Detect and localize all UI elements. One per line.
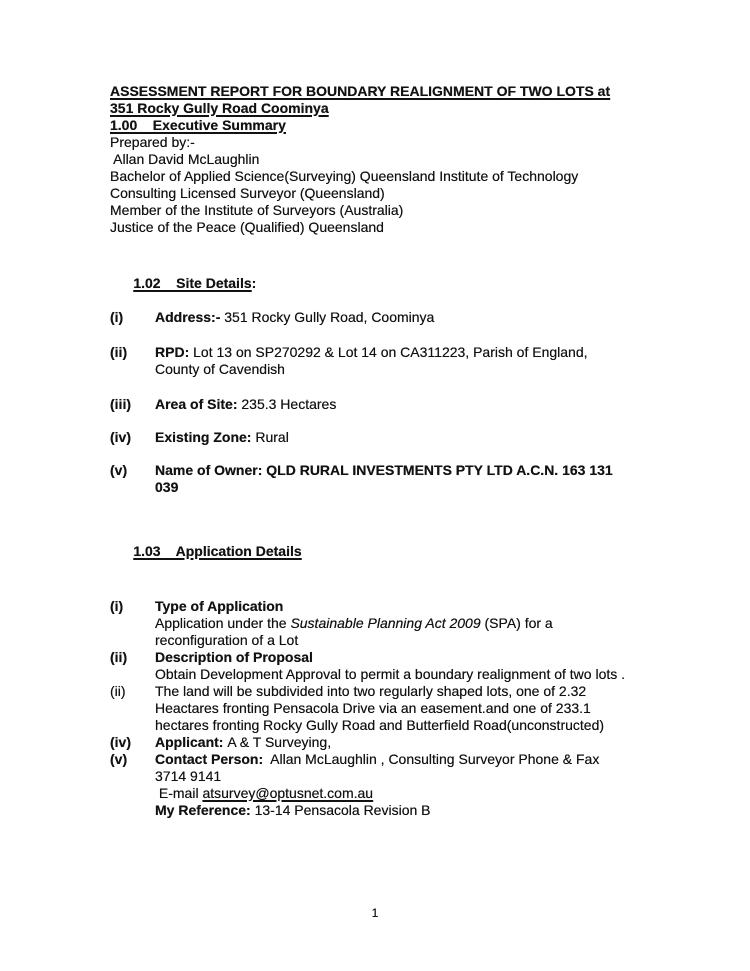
item-separator: :- [211,309,225,325]
prepared-by-label: Prepared by:- [110,134,195,150]
item-label: Existing Zone [155,429,247,445]
item-label: Area of Site [155,396,233,412]
credential-surveyor: Consulting Licensed Surveyor (Queensland) [110,185,385,201]
section-heading-executive-summary: 1.00 Executive Summary [110,117,286,133]
item-separator: : [257,462,267,478]
section-heading-text: 1.03 Application Details [133,543,302,559]
item-separator: : [258,751,268,767]
item-marker: (i) [110,309,124,325]
site-item-zone [110,429,670,446]
section-heading-colon: : [251,275,257,291]
app-item-contact-person [110,751,670,819]
email-label: E-mail [155,785,203,801]
item-value: 235.3 Hectares [241,396,337,412]
item-separator: : [184,344,194,360]
item-label: Description of Proposal [155,649,313,665]
reference-separator: : [246,802,255,818]
document-title-line2: 351 Rocky Gully Road Coominya [110,100,329,116]
item-value-continued: County of Cavendish [155,361,285,377]
site-item-rpd [110,344,670,378]
item-label: Address [155,309,212,325]
item-value: Rural [255,429,289,445]
item-text-continued: Heactares fronting Pensacola Drive via an easement.and one of 233.1 [155,700,591,716]
email-address: atsurvey@optusnet.com.au [202,785,374,801]
credential-justice: Justice of the Peace (Qualified) Queensland [110,219,384,235]
item-marker: (v) [110,462,128,478]
author-name: Allan David McLaughlin [110,151,260,167]
item-text: The land will be subdivided into two regularly shaped lots, one of 2.32 [155,683,587,699]
site-item-owner [110,462,670,496]
item-marker: (iii) [110,396,131,412]
section-heading-site-details [110,258,670,309]
item-text: Obtain Development Approval to permit a boundary realignment of two lots . [155,666,626,682]
page-number: 1 [371,906,379,920]
app-item-land-subdivision [110,683,670,734]
item-value: Lot 13 on SP270292 & Lot 14 on CA311223, Parish of England, [193,344,588,360]
item-value: Allan McLaughlin , Consulting Surveyor Phone & Fax [267,751,600,767]
reference-value: 13-14 Pensacola Revision B [254,802,431,818]
app-item-applicant [110,734,670,751]
document-title-line1: ASSESSMENT REPORT FOR BOUNDARY REALIGNMENT OF TWO LOTS at [110,83,611,99]
section-heading-text: 1.02 Site Details [133,275,252,291]
item-value: A & T Surveying, [227,734,332,750]
item-label: Contact Person [155,751,259,767]
item-separator: : [246,429,256,445]
site-item-area [110,396,670,413]
item-value: QLD RURAL INVESTMENTS PTY LTD A.C.N. 163 131 [266,462,613,478]
item-value: 351 Rocky Gully Road, Coominya [224,309,435,325]
item-marker: (iv) [110,734,131,750]
section-heading-application-details [110,526,670,577]
item-separator: : [232,396,242,412]
app-item-description-of-proposal [110,649,670,683]
item-marker: (ii) [110,344,128,360]
app-item-type-of-application [110,598,670,649]
document-body [110,83,670,819]
item-marker: (ii) [110,683,126,699]
item-marker: (v) [110,751,128,767]
credential-institute: Member of the Institute of Surveyors (Australia) [110,202,404,218]
reference-label: My Reference [155,802,247,818]
item-marker: (ii) [110,649,128,665]
phone-number: 3714 9141 [155,768,222,784]
item-label: RPD [155,344,185,360]
item-text-continued: reconfiguration of a Lot [155,632,299,648]
item-label: Name of Owner [155,462,258,478]
item-separator: : [218,734,228,750]
item-text: Application under the [155,615,291,631]
site-item-address [110,309,670,326]
item-marker: (i) [110,598,124,614]
item-text-continued: hectares fronting Rocky Gully Road and Butterfield Road(unconstructed) [155,717,605,733]
item-marker: (iv) [110,429,131,445]
item-label: Type of Application [155,598,284,614]
item-text: (SPA) for a [480,615,553,631]
credential-degree: Bachelor of Applied Science(Surveying) Queensland Institute of Technology [110,168,579,184]
act-title-italic: Sustainable Planning Act 2009 [290,615,481,631]
item-label: Applicant [155,734,219,750]
item-value-continued: 039 [155,479,179,495]
